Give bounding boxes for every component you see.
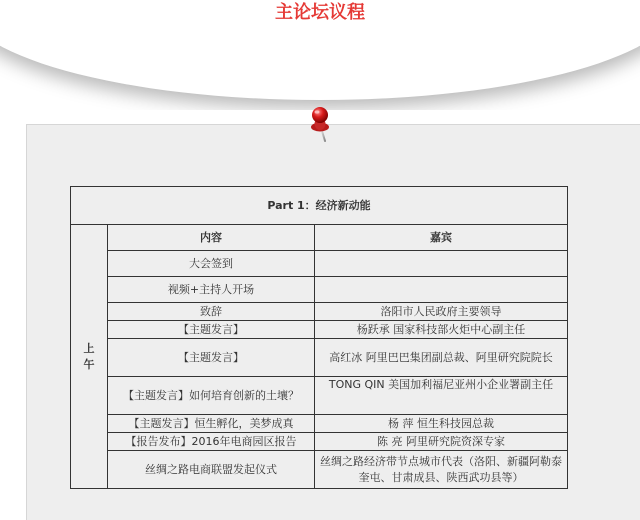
column-header-guest: 嘉宾 (315, 225, 568, 251)
table-row (71, 433, 568, 451)
push-pin-icon (304, 104, 340, 144)
row-content: 【主题发言】 (108, 339, 315, 377)
table-row (71, 451, 568, 489)
row-guest (315, 251, 568, 277)
page-title: 主论坛议程 (275, 2, 365, 23)
agenda-part-row (71, 187, 568, 225)
row-content: 丝绸之路电商联盟发起仪式 (108, 451, 315, 489)
row-guest: TONG QIN 美国加利福尼亚州小企业署副主任 (315, 377, 568, 415)
row-guest: 洛阳市人民政府主要领导 (315, 303, 568, 321)
row-content: 大会签到 (108, 251, 315, 277)
table-row (71, 277, 568, 303)
period-label: 上午 (71, 225, 108, 489)
row-content: 【报告发布】2016年电商园区报告 (108, 433, 315, 451)
table-row (71, 377, 568, 415)
column-header-content: 内容 (108, 225, 315, 251)
row-content: 【主题发言】如何培育创新的土壤？ (108, 377, 315, 415)
row-guest: 丝绸之路经济带节点城市代表（洛阳、新疆阿勒泰奎屯、甘肃成县、陕西武功县等） (315, 451, 568, 489)
table-row (71, 303, 568, 321)
row-content: 致辞 (108, 303, 315, 321)
header-arc-shadow (0, 20, 640, 110)
row-guest: 高红冰 阿里巴巴集团副总裁、阿里研究院院长 (315, 339, 568, 377)
row-guest: 陈 亮 阿里研究院资深专家 (315, 433, 568, 451)
row-guest (315, 277, 568, 303)
row-guest: 杨 萍 恒生科技园总裁 (315, 415, 568, 433)
part-title: Part 1：经济新动能 (71, 187, 568, 225)
table-row (71, 251, 568, 277)
agenda-table (70, 186, 568, 489)
row-content: 视频+主持人开场 (108, 277, 315, 303)
row-content: 【主题发言】恒生孵化，美梦成真 (108, 415, 315, 433)
table-row (71, 415, 568, 433)
row-content: 【主题发言】 (108, 321, 315, 339)
table-row (71, 321, 568, 339)
agenda-header-row (71, 225, 568, 251)
table-row (71, 339, 568, 377)
row-guest: 杨跃承 国家科技部火炬中心副主任 (315, 321, 568, 339)
